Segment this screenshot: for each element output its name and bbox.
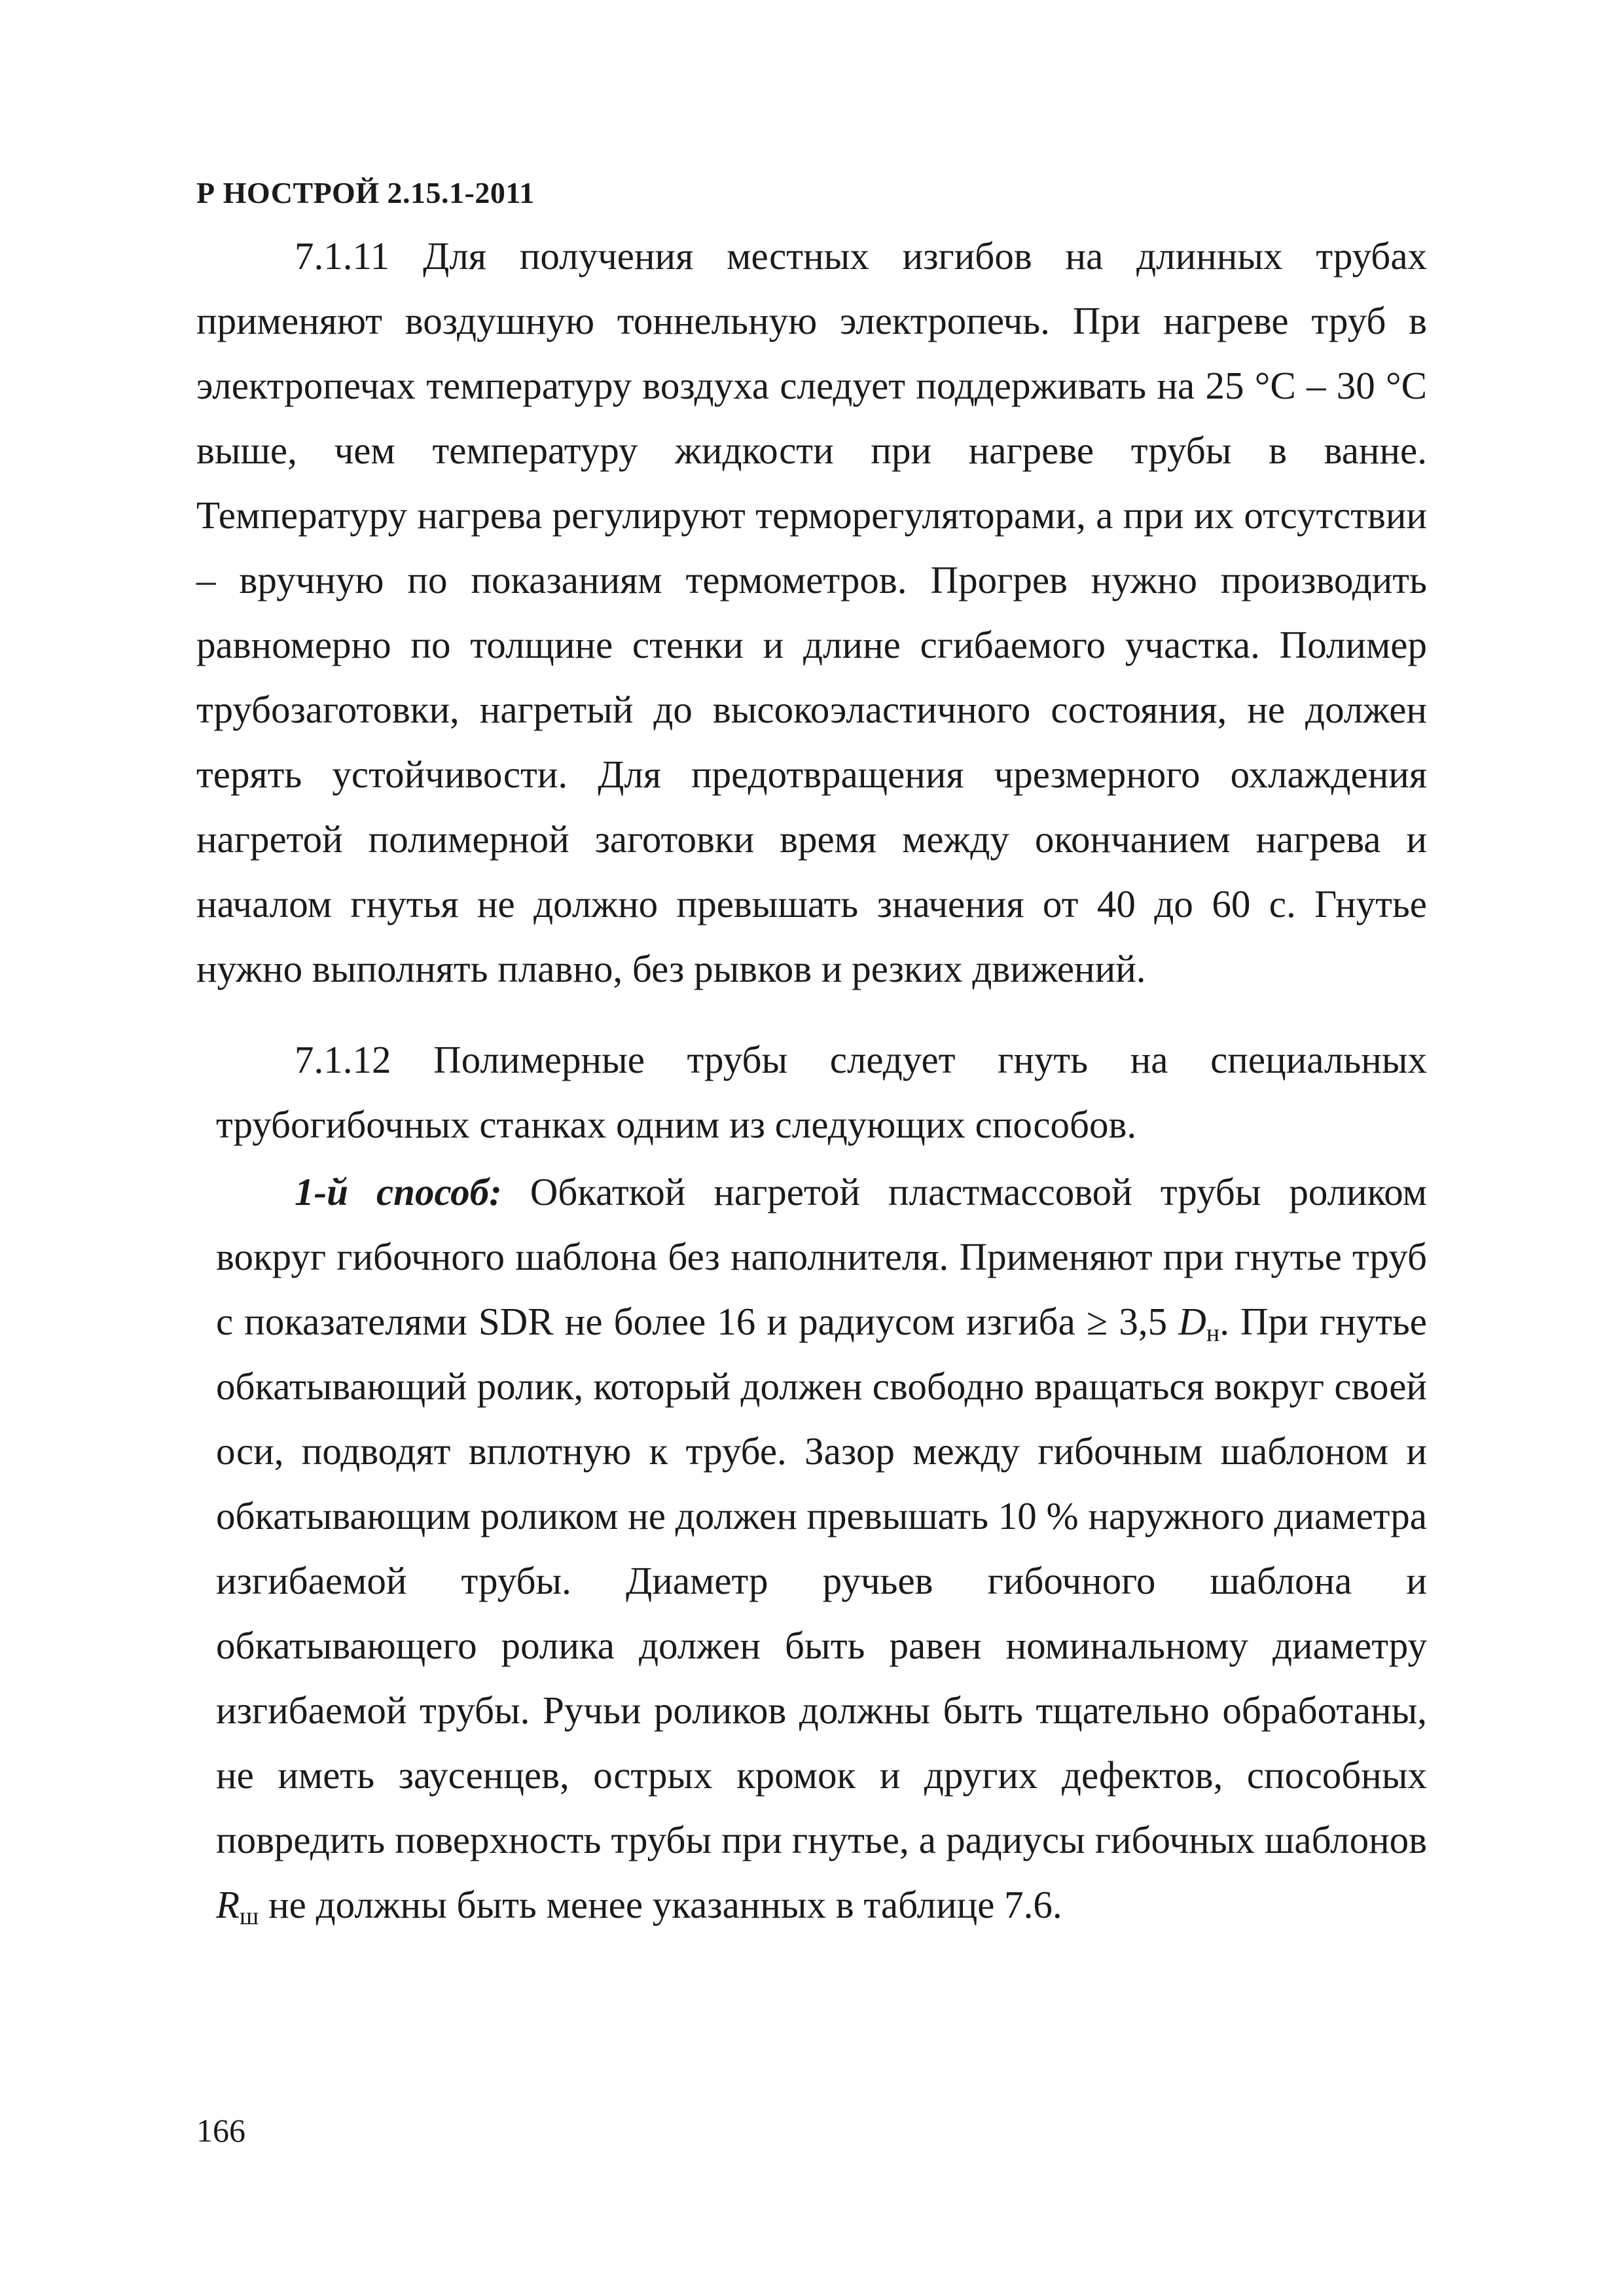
paragraph-7-1-11: 7.1.11 Для получения местных изгибов на длинных трубах применяют воздушную тоннельную электропечь. При нагреве труб в электропечах температуру воздуха следует поддерживать на 25 °С – 30 °С выше, чем температуру жидкости при нагреве трубы в ванне. Температуру нагрева регулируют терморегуляторами, а при их отсутствии – вручную по показаниям термометров. Прогрев нужно производить равномерно по толщине стенки и длине сгибаемого участка. Полимер трубозаготовки, нагретый до высокоэластичного состояния, не должен терять устойчивости. Для предотвращения чрезмерного охлаждения нагретой полимерной заготовки время между окончанием нагрева и началом гнутья не должно превышать значения от 40 до 60 с. Гнутье нужно выполнять плавно, без рывков и резких движений. bbox=[196, 234, 1427, 990]
outer-diameter-symbol: D bbox=[1178, 1300, 1206, 1343]
method-1-text-part2: . При гнутье обкатывающий ролик, который должен свободно вращаться вокруг своей оси, подводят вплотную к трубе. Зазор между гибочным шаблоном и обкатывающим роликом не должен превышать 10 % наружного диаметра изгибаемой трубы. Диаметр ручьев гибочного шаблона и обкатывающего ролика должен быть равен номинальному диаметру изгибаемой трубы. Ручьи роликов должны быть тщательно обработаны, не иметь заусенцев, острых кромок и других дефектов, способных повредить поверхность трубы при гнутье, а радиусы гибочных шаблонов bbox=[216, 1300, 1427, 1861]
template-radius-subscript: ш bbox=[240, 1903, 259, 1930]
page-number: 166 bbox=[196, 2112, 245, 2149]
method-1-label: 1-й способ: bbox=[295, 1170, 502, 1213]
method-1-text-part1: Обкаткой нагретой пластмассовой трубы роликом вокруг гибочного шаблона без наполнителя. Применяют при гнутье труб с показателями SDR не более 16 и радиусом изгиба ≥ 3,5 bbox=[216, 1170, 1427, 1343]
paragraph-7-1-12: 7.1.12 Полимерные трубы следует гнуть на специальных трубогибочных станках одним из следующих способов. bbox=[216, 1038, 1427, 1146]
method-1-text-part3: не должны быть менее указанных в таблице 7.6. bbox=[259, 1883, 1062, 1926]
outer-diameter-subscript: н bbox=[1206, 1319, 1220, 1347]
paragraph-method-1 bbox=[216, 1160, 1427, 1937]
document-code-header: Р НОСТРОЙ 2.15.1-2011 bbox=[196, 176, 535, 209]
template-radius-symbol: R bbox=[216, 1883, 240, 1926]
